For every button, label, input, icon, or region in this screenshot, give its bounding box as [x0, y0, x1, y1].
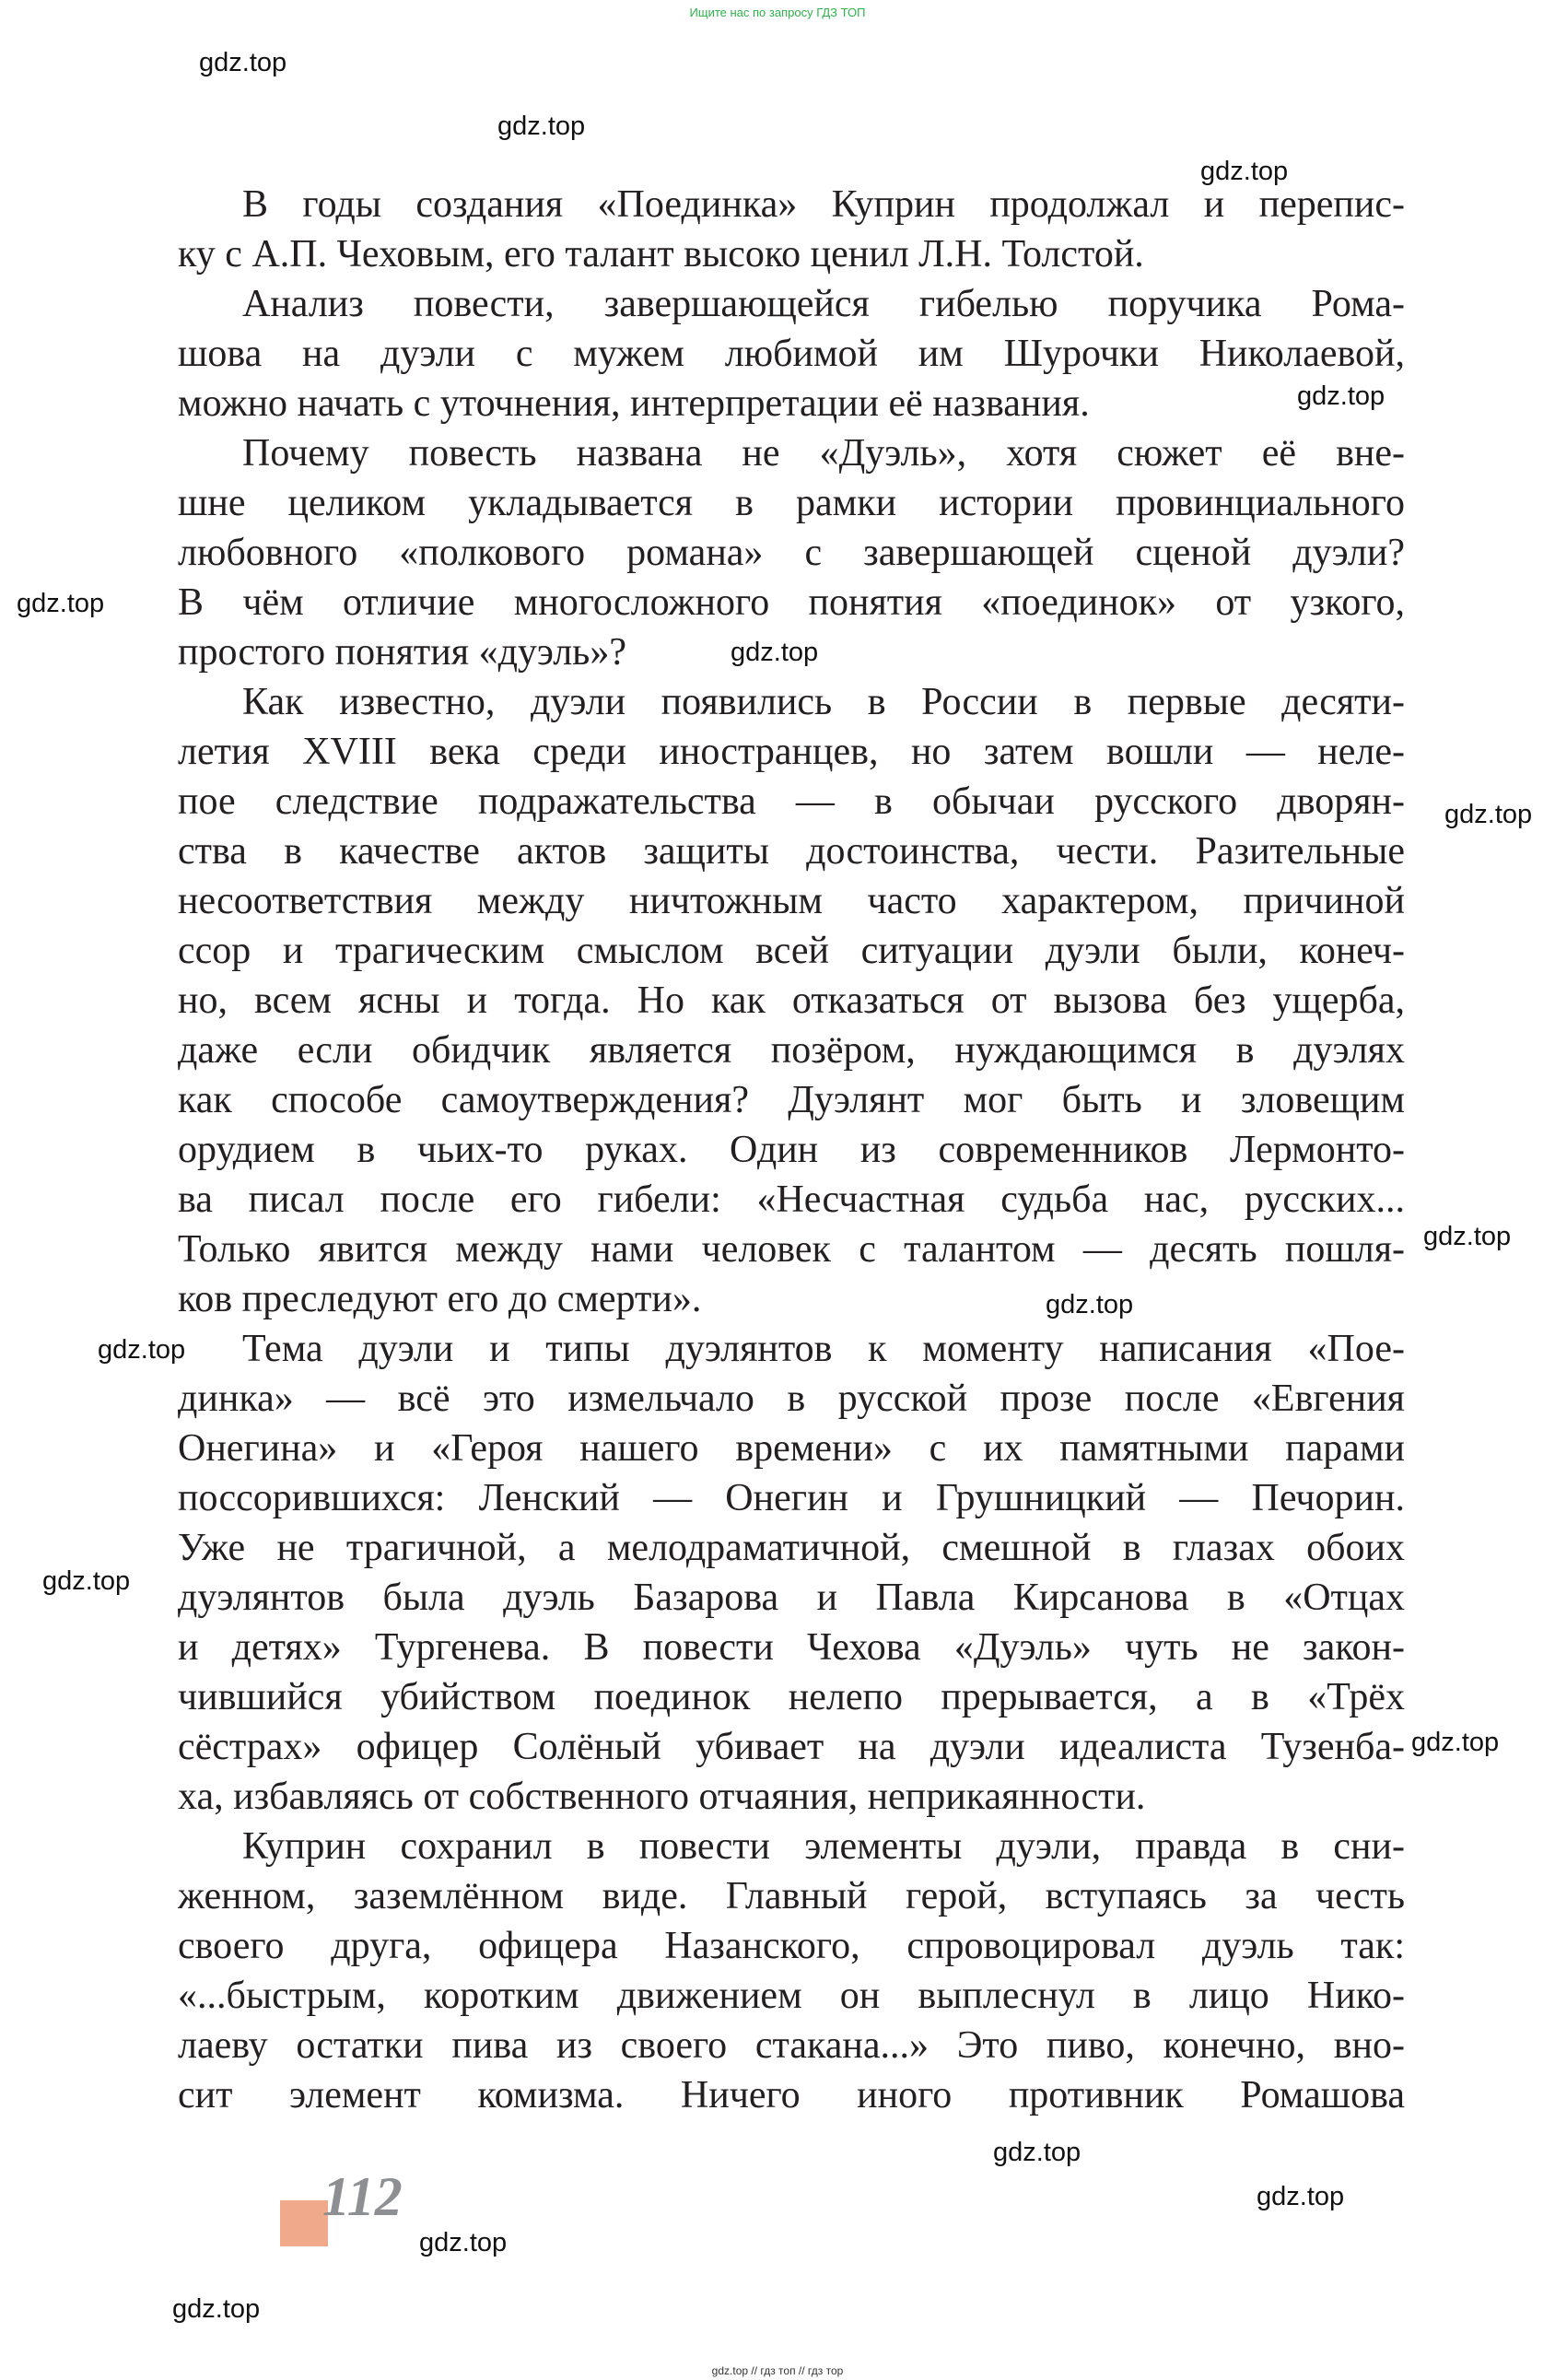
- text-line: поссорившихся: Ленский — Онегин и Грушницкий — Печорин.: [178, 1477, 1405, 1519]
- text-line: сёстрах» офицер Солёный убивает на дуэли идеалиста Тузенба-: [178, 1726, 1405, 1768]
- text-line: ва писал после его гибели: «Несчастная судьба нас, русских...: [178, 1178, 1405, 1221]
- text-line: и детях» Тургенева. В повести Чехова «Дуэль» чуть не закон-: [178, 1626, 1405, 1669]
- body-text: [178, 180, 1405, 2120]
- page-number: 112: [322, 2166, 403, 2227]
- watermark: gdz.top: [98, 1335, 186, 1365]
- text-line: лаеву остатки пива из своего стакана...» Это пиво, конечно, вно-: [178, 2024, 1405, 2067]
- watermark: gdz.top: [1046, 1290, 1134, 1319]
- watermark: gdz.top: [497, 111, 586, 141]
- text-line: В чём отличие многосложного понятия «поединок» от узкого,: [178, 581, 1405, 624]
- watermark: gdz.top: [172, 2294, 261, 2324]
- text-line: ха, избавляясь от собственного отчаяния, неприкаянности.: [178, 1776, 1146, 1818]
- watermark: gdz.top: [1423, 1222, 1512, 1251]
- watermark: gdz.top: [1297, 381, 1385, 411]
- search-hint: Ищите нас по запросу ГДЗ ТОП: [689, 6, 866, 19]
- text-line: несоответствия между ничтожным часто характером, причиной: [178, 880, 1405, 922]
- text-line: «...быстрым, коротким движением он выплеснул в лицо Нико-: [178, 1975, 1405, 2017]
- text-line: как способе самоутверждения? Дуэлянт мог быть и зловещим: [178, 1079, 1405, 1121]
- text-line: летия XVIII века среди иностранцев, но затем вошли — неле-: [178, 731, 1405, 773]
- text-line: ства в качестве актов защиты достоинства, чести. Разительные: [178, 830, 1405, 873]
- text-line: Анализ повести, завершающейся гибелью поручика Рома-: [242, 283, 1405, 325]
- text-line: Тема дуэли и типы дуэлянтов к моменту написания «Пое-: [242, 1328, 1405, 1370]
- text-line: Уже не трагичной, а мелодраматичной, смешной в глазах обоих: [178, 1527, 1405, 1569]
- text-line: пое следствие подражательства — в обычаи русского дворян-: [178, 780, 1405, 823]
- text-line: Только явится между нами человек с талантом — десять пошля-: [178, 1228, 1405, 1271]
- text-line: Почему повесть названа не «Дуэль», хотя сюжет её вне-: [242, 432, 1405, 475]
- text-line: своего друга, офицера Назанского, спровоцировал дуэль так:: [178, 1925, 1405, 1967]
- watermark: gdz.top: [199, 48, 287, 77]
- text-line: орудием в чьих-то руках. Один из современников Лермонто-: [178, 1129, 1405, 1171]
- text-line: ков преследуют его до смерти».: [178, 1278, 702, 1320]
- watermark: gdz.top: [42, 1566, 131, 1596]
- footer-note: gdz.top // гдз топ // гдз тор: [711, 2364, 844, 2377]
- text-line: шне целиком укладывается в рамки истории провинциального: [178, 482, 1405, 524]
- text-line: простого понятия «дуэль»?: [178, 631, 626, 674]
- text-line: Онегина» и «Героя нашего времени» с их памятными парами: [178, 1427, 1405, 1470]
- text-line: любовного «полкового романа» с завершающей сценой дуэли?: [178, 532, 1405, 574]
- watermark: gdz.top: [1444, 800, 1533, 829]
- text-line: женном, заземлённом виде. Главный герой, вступаясь за честь: [178, 1875, 1405, 1917]
- text-line: но, всем ясны и тогда. Но как отказаться от вызова без ущерба,: [178, 979, 1405, 1022]
- watermark: gdz.top: [1411, 1728, 1500, 1757]
- text-line: В годы создания «Поединка» Куприн продолжал и перепис-: [242, 183, 1405, 226]
- watermark: gdz.top: [1257, 2182, 1345, 2211]
- text-line: чившийся убийством поединок нелепо прерывается, а в «Трёх: [178, 1676, 1405, 1718]
- watermark: gdz.top: [1200, 157, 1289, 186]
- text-line: шова на дуэли с мужем любимой им Шурочки Николаевой,: [178, 333, 1405, 375]
- text-line: Куприн сохранил в повести элементы дуэли, правда в сни-: [242, 1825, 1405, 1868]
- text-line: Как известно, дуэли появились в России в первые десяти-: [242, 681, 1405, 723]
- watermark: gdz.top: [993, 2138, 1081, 2167]
- text-line: ку с А.П. Чеховым, его талант высоко ценил Л.Н. Толстой.: [178, 233, 1144, 276]
- text-line: дуэлянтов была дуэль Базарова и Павла Кирсанова в «Отцах: [178, 1577, 1405, 1619]
- watermark: gdz.top: [17, 589, 105, 618]
- text-line: можно начать с уточнения, интерпретации её названия.: [178, 382, 1090, 425]
- text-line: динка» — всё это измельчало в русской прозе после «Евгения: [178, 1378, 1405, 1420]
- text-line: ссор и трагическим смыслом всей ситуации дуэли были, конеч-: [178, 930, 1405, 972]
- watermark: gdz.top: [731, 638, 819, 667]
- text-line: даже если обидчик является позёром, нуждающимся в дуэлях: [178, 1029, 1405, 1072]
- text-line: сит элемент комизма. Ничего иного противник Ромашова: [178, 2074, 1405, 2116]
- watermark: gdz.top: [419, 2228, 508, 2257]
- page-number-marker: [280, 2200, 328, 2246]
